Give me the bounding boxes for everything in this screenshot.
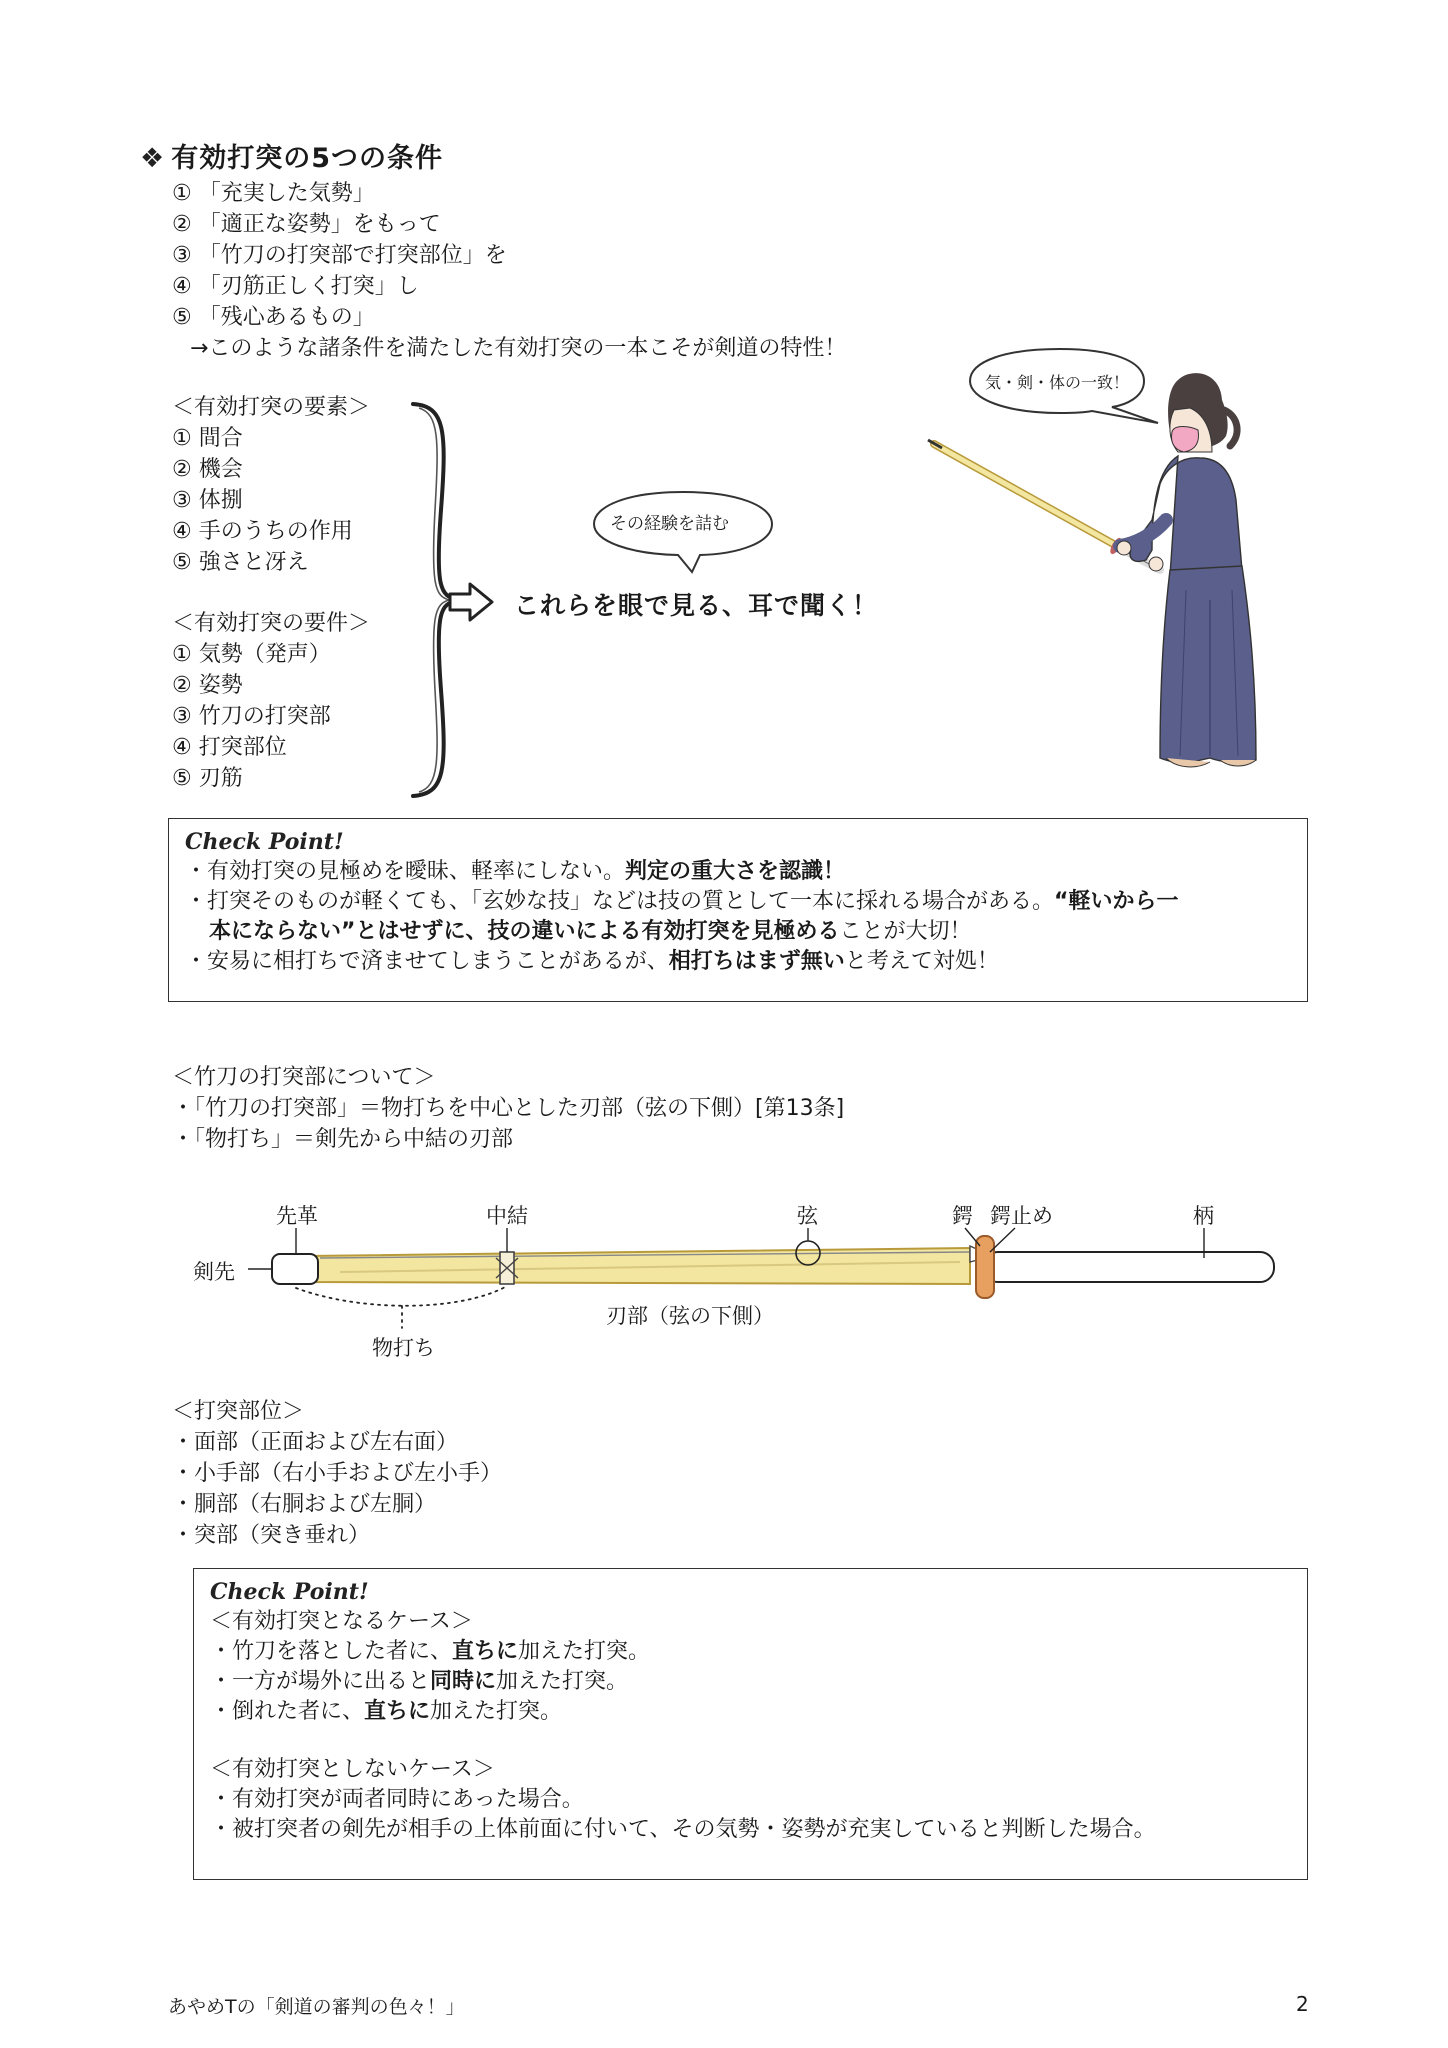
page-number: 2 [1296,1992,1309,2016]
condition-item: ① 「充実した気勢」 [172,181,375,206]
bubble-figure-text: 気・剣・体の一致！ [985,373,1130,392]
element-item: ③ 体捌 [172,488,243,513]
elements-list [172,392,370,578]
valid-heading: ＜有効打突となるケース＞ [210,1609,473,1634]
requirement-item: ① 気勢（発声） [172,642,331,667]
valid-case: ・竹刀を落とした者に、直ちに加えた打突。 [210,1639,651,1664]
element-item: ④ 手のうちの作用 [172,519,353,544]
hollow-arrow-icon [448,580,496,624]
checkpoint-line: ・安易に相打ちで済ませてしまうことがあるが、相打ちはまず無いと考えて対処！ [185,949,999,974]
label-saki-gawa: 先革 [276,1204,318,1228]
requirements-list [172,608,370,794]
diamond-bullet-icon: ❖ [140,143,166,174]
label-monouchi: 物打ち [372,1336,435,1360]
target-heading: ＜打突部位＞ [172,1399,305,1424]
label-ken-saki: 剣先 [193,1260,235,1284]
element-item: ② 機会 [172,457,243,482]
label-jinbu: 刃部（弦の下側） [606,1304,774,1328]
invalid-case: ・被打突者の剣先が相手の上体前面に付いて、その気勢・姿勢が充実していると判断した場合。 [210,1817,1156,1842]
elements-heading: ＜有効打突の要素＞ [172,395,371,420]
target-line: ・突部（突き垂れ） [172,1523,371,1548]
conditions-note: →このような諸条件を満たした有効打突の一本こそが剣道の特性！ [190,336,847,361]
shinai-line: ・「物打ち」＝剣先から中結の刃部 [172,1127,514,1152]
shinai-heading: ＜竹刀の打突部について＞ [172,1065,436,1090]
condition-item: ⑤ 「残心あるもの」 [172,305,375,330]
checkpoint-heading: Check Point! [185,829,344,855]
condition-item: ② 「適正な姿勢」をもって [172,212,441,237]
checkpoint-line: ・有効打突の見極めを曖昧、軽率にしない。判定の重大さを認識！ [185,859,846,884]
label-tsuba: 鍔 [952,1204,973,1228]
valid-case: ・倒れた者に、直ちに加えた打突。 [210,1699,563,1724]
requirement-item: ② 姿勢 [172,673,243,698]
requirements-heading: ＜有効打突の要件＞ [172,611,371,636]
checkpoint-line: 本にならない”とはせずに、技の違いによる有効打突を見極めることが大切！ [209,919,972,944]
shinai-line: ・「竹刀の打突部」＝物打ちを中心とした刃部（弦の下側）[第13条] [172,1096,845,1121]
valid-case: ・一方が場外に出ると同時に加えた打突。 [210,1669,629,1694]
main-message: これらを眼で見る、耳で聞く！ [514,591,879,620]
checkpoint-box-1 [168,818,1308,1002]
label-naka-yui: 中結 [486,1204,528,1228]
condition-item: ④ 「刃筋正しく打突」し [172,274,419,299]
footer-title: あやめTの「剣道の審判の色々！」 [168,1996,465,2018]
label-tsuru: 弦 [797,1204,818,1228]
checkpoint-line: ・打突そのものが軽くても、「玄妙な技」などは技の質として一本に採れる場合がある。“軽いから一 [185,889,1179,914]
requirement-item: ④ 打突部位 [172,735,287,760]
bubble-center-text: その経験を詰む [610,514,729,534]
element-item: ⑤ 強さと冴え [172,550,309,575]
page-title: ❖ 有効打突の5つの条件 [140,143,444,174]
target-line: ・小手部（右小手および左小手） [172,1461,503,1486]
label-tsuba-dome: 鍔止め [990,1204,1053,1228]
label-tsuka: 柄 [1193,1204,1214,1228]
target-line: ・胴部（右胴および左胴） [172,1492,437,1517]
requirement-item: ③ 竹刀の打突部 [172,704,331,729]
kendo-practitioner-illustration [920,360,1280,780]
invalid-heading: ＜有効打突としないケース＞ [210,1757,495,1782]
condition-item: ③ 「竹刀の打突部で打突部位」を [172,243,507,268]
requirement-item: ⑤ 刃筋 [172,766,243,791]
invalid-case: ・有効打突が両者同時にあった場合。 [210,1787,584,1812]
target-section [172,1396,502,1551]
checkpoint-box-2 [193,1568,1308,1880]
element-item: ① 間合 [172,426,243,451]
checkpoint-heading: Check Point! [210,1579,369,1605]
shinai-section [172,1062,844,1155]
target-line: ・面部（正面および左右面） [172,1430,459,1455]
conditions-list [172,178,507,333]
